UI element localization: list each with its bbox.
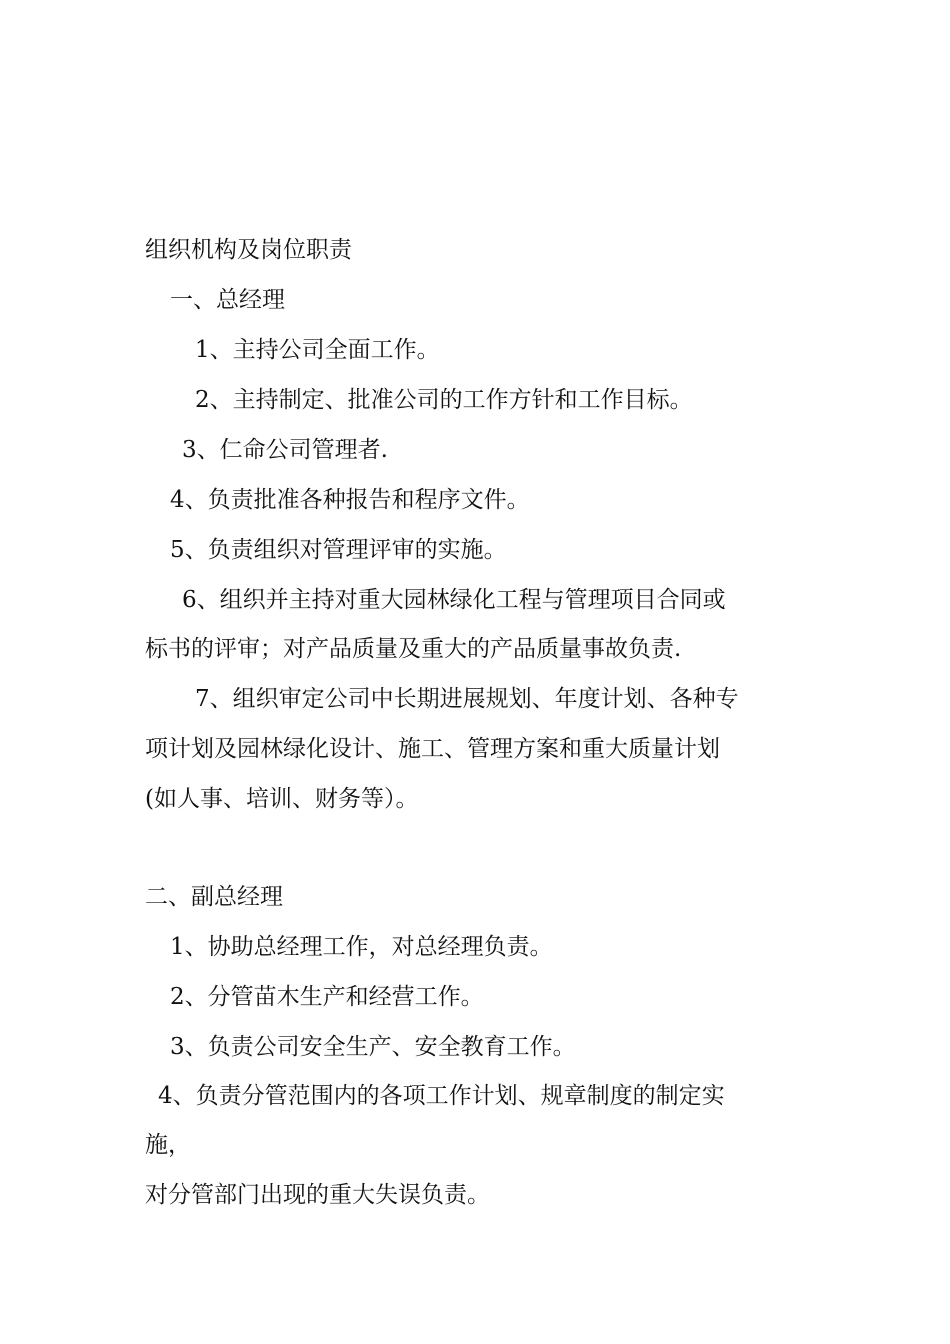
duty-line-continuation: 对分管部门出现的重大失误负责。 [145,1182,490,1208]
duty-line: 3、仁命公司管理者. [182,437,388,463]
duty-line-continuation: 施， [145,1132,191,1158]
duty-line: 6、组织并主持对重大园林绿化工程与管理项目合同或 [182,587,726,613]
duty-line: 1、协助总经理工作，对总经理负责。 [170,934,553,960]
duty-line: 3、负责公司安全生产、安全教育工作。 [170,1034,576,1060]
duty-line: 7、组织审定公司中长期进展规划、年度计划、各种专 [195,686,739,712]
duty-line: 4、负责分管范围内的各项工作计划、规章制度的制定实 [158,1083,725,1109]
duty-line-continuation: (如人事、培训、财务等）。 [145,786,419,812]
duty-line: 1、主持公司全面工作。 [195,337,440,363]
duty-line-continuation: 标书的评审；对产品质量及重大的产品质量事故负责. [145,636,682,662]
section-heading-general-manager: 一、总经理 [170,287,285,313]
section-heading-deputy-general-manager: 二、副总经理 [145,884,283,910]
duty-line: 2、分管苗木生产和经营工作。 [170,984,484,1010]
document-title: 组织机构及岗位职责 [145,237,352,263]
duty-line: 2、主持制定、批准公司的工作方针和工作目标。 [195,387,693,413]
duty-line: 4、负责批准各种报告和程序文件。 [170,487,530,513]
duty-line: 5、负责组织对管理评审的实施。 [170,537,507,563]
duty-line-continuation: 项计划及园林绿化设计、施工、管理方案和重大质量计划 [145,736,720,762]
